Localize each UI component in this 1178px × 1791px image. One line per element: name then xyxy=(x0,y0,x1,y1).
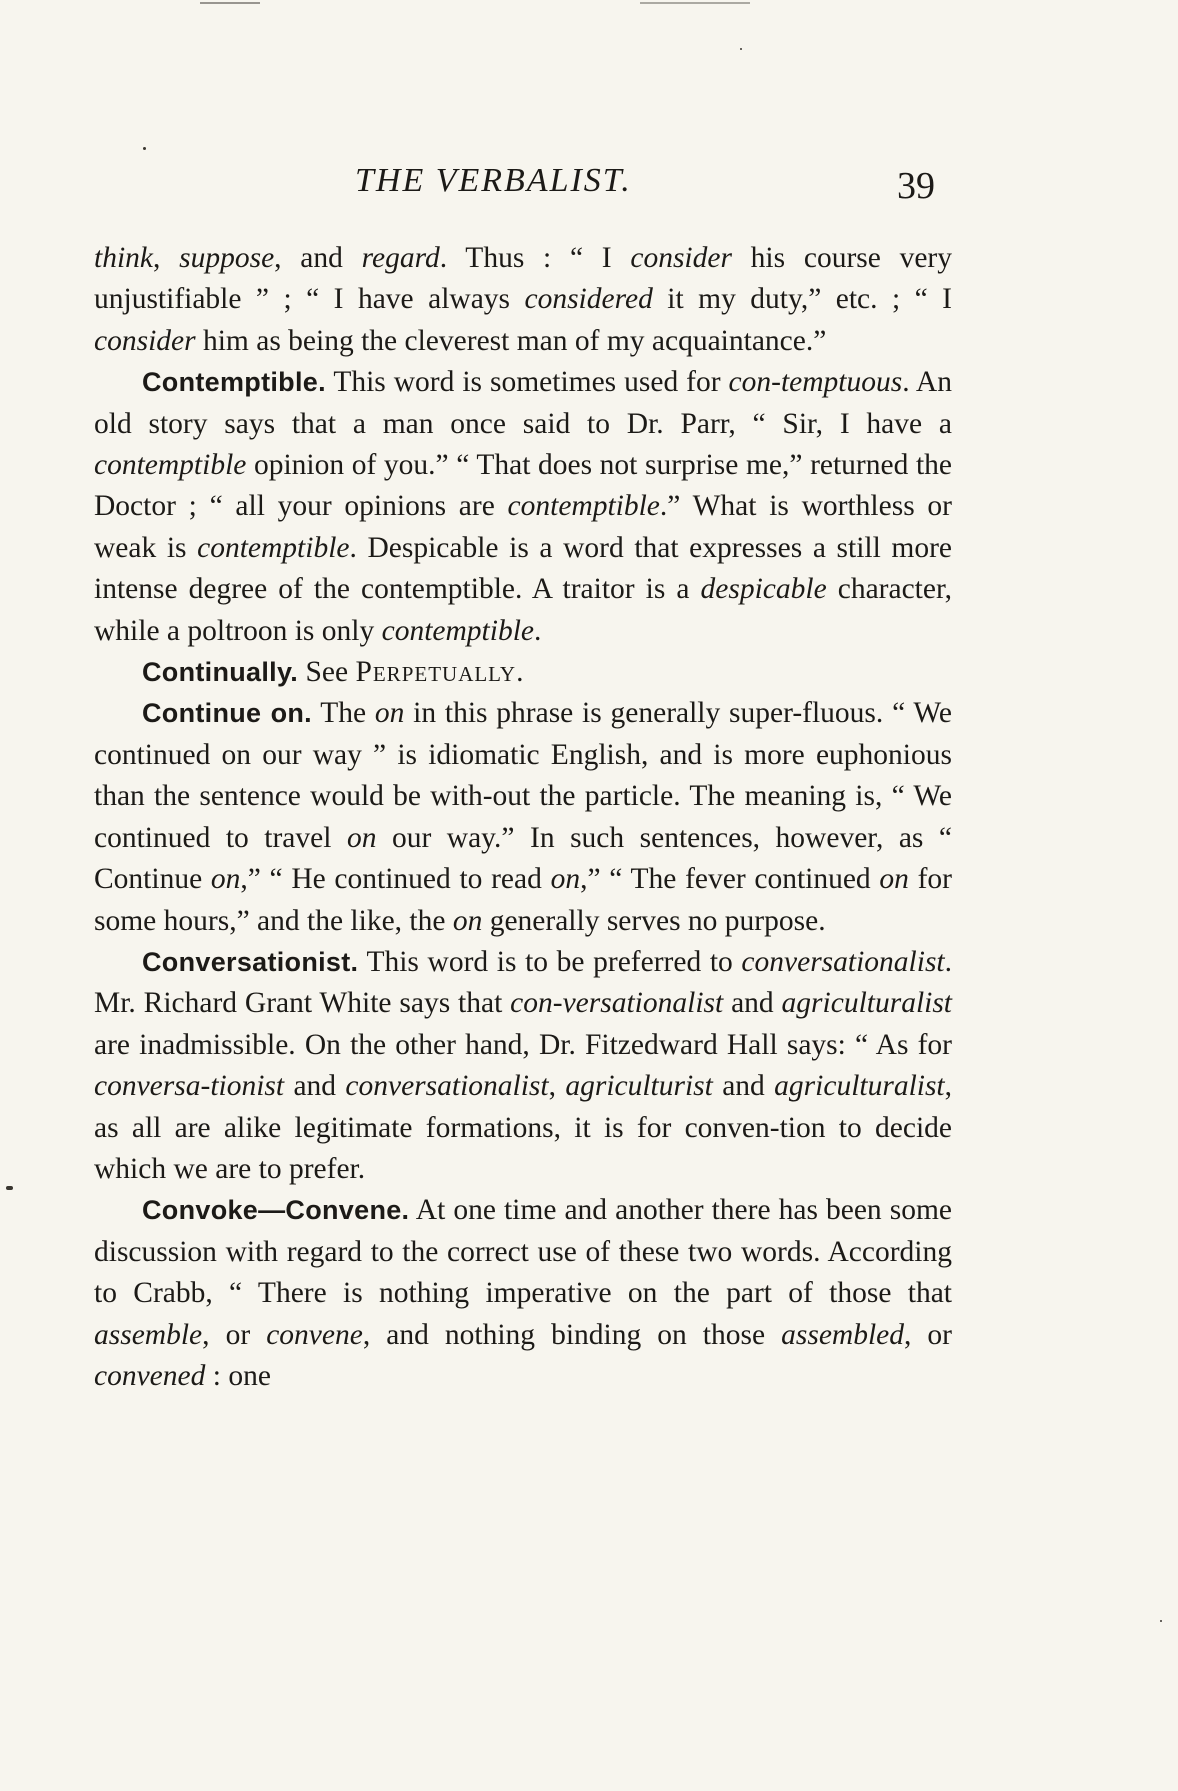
italic-term: on xyxy=(879,863,909,896)
text-run: . Thus : “ I xyxy=(439,242,631,274)
text-run: our way.” In such sentences, however, as “ Continue xyxy=(94,821,952,896)
text-run: : one xyxy=(205,1359,271,1392)
italic-term: think xyxy=(94,242,153,274)
text-run: .” What is worthless or weak is xyxy=(94,490,952,564)
italic-term: agriculturalist xyxy=(774,1070,945,1103)
italic-term: despicable xyxy=(700,573,827,606)
page-number: 39 xyxy=(897,165,935,207)
scan-speck xyxy=(740,48,742,50)
text-run: for some hours,” and the like, the xyxy=(94,863,952,937)
text-run: him as being the cleverest man of my acquaintance.” xyxy=(195,324,827,357)
text-run: , xyxy=(153,242,180,274)
text-run: ,” “ He continued to read xyxy=(240,863,551,896)
italic-term: consider xyxy=(94,324,196,357)
entry-continually xyxy=(94,652,952,693)
body-text xyxy=(94,238,952,1397)
text-run: . xyxy=(533,614,542,647)
italic-term: consider xyxy=(630,242,732,274)
italic-term: on xyxy=(550,863,581,896)
paragraph-consider-continued xyxy=(94,238,952,362)
italic-term: contemptible xyxy=(507,490,660,523)
entry-convoke-convene xyxy=(94,1190,952,1397)
running-title: THE VERBALIST. xyxy=(355,162,632,199)
text-run: . Despicable is a word that expresses a still more intense degree of the contemptible. A traitor is a xyxy=(94,531,952,606)
text-run: This word is sometimes used for xyxy=(325,366,729,399)
text-run: , as all are alike legitimate formations, it is for conven-tion to decide which we are to prefer. xyxy=(94,1070,953,1185)
italic-term: contemptible xyxy=(197,531,350,564)
text-run: and xyxy=(284,1070,346,1103)
italic-term: assemble xyxy=(94,1318,203,1351)
italic-term: on xyxy=(210,863,241,896)
italic-term: suppose xyxy=(179,242,275,274)
text-run: , or xyxy=(904,1318,953,1351)
italic-term: on xyxy=(374,697,405,730)
italic-term: on xyxy=(346,821,377,854)
scan-speck xyxy=(200,2,260,4)
italic-term: regard xyxy=(361,242,440,274)
scan-speck xyxy=(6,1186,13,1190)
italic-term: on xyxy=(452,904,483,937)
headword: Continue on. xyxy=(142,698,312,729)
headword: Conversationist. xyxy=(142,946,359,977)
text-run: it my duty,” etc. ; “ I xyxy=(652,283,952,316)
italic-term: conversationalist xyxy=(345,1070,549,1103)
text-run: and xyxy=(712,1070,775,1103)
cross-reference: Perpetually xyxy=(355,656,517,689)
text-run: This word is to be preferred to xyxy=(358,945,742,978)
text-run: opinion of you.” “ That does not surprise me,” returned the Doctor ; “ all your opinions are xyxy=(94,449,952,523)
text-run: are inadmissible. On the other hand, Dr. Fitzedward Hall says: “ As for xyxy=(94,1028,952,1061)
headword: Continually. xyxy=(142,657,299,688)
italic-term: con-temptuous xyxy=(728,366,903,399)
italic-term: convened xyxy=(94,1359,206,1392)
italic-term: assembled xyxy=(781,1318,905,1351)
text-run: ,” “ The fever continued xyxy=(580,863,880,896)
text-run: in this phrase is generally super-fluous. “ We continued on our way ” is idiomatic English, and is more euphonious than the sentence would be with-out the particle. The meaning is, “ We continued to travel xyxy=(94,697,952,854)
text-run: and xyxy=(723,987,782,1020)
headword: Contemptible. xyxy=(142,367,326,398)
running-head xyxy=(0,162,1178,212)
italic-term: conversa-tionist xyxy=(94,1070,285,1103)
scan-speck xyxy=(640,2,750,4)
entry-contemptible xyxy=(94,362,952,652)
text-run: his course very unjustifiable ” ; “ I have always xyxy=(94,242,952,316)
text-run: , and nothing binding on those xyxy=(362,1318,782,1351)
italic-term: contemptible xyxy=(94,449,247,482)
text-run: , and xyxy=(274,242,362,274)
headword: Convoke—Convene. xyxy=(142,1195,410,1226)
text-run: See xyxy=(298,656,356,689)
text-run: , or xyxy=(202,1318,267,1351)
scan-speck xyxy=(143,147,146,150)
text-run: At one time and another there has been some discussion with regard to the correct use of these two words. According to Crabb, “ There is nothing imperative on the part of those that xyxy=(94,1194,952,1310)
italic-term: conversationalist xyxy=(741,945,945,978)
italic-term: con-versationalist xyxy=(510,987,724,1020)
text-run: . Mr. Richard Grant White says that xyxy=(94,945,952,1020)
text-run: generally serves no purpose. xyxy=(482,904,826,937)
entry-continue-on xyxy=(94,693,952,941)
italic-term: agriculturist xyxy=(565,1070,713,1103)
text-run: . xyxy=(516,656,524,689)
text-run: , xyxy=(548,1070,566,1103)
entry-conversationist xyxy=(94,942,952,1190)
italic-term: contemptible xyxy=(381,614,534,647)
italic-term: convene xyxy=(266,1318,363,1351)
text-run: character, while a poltroon is only xyxy=(94,573,952,647)
text-run: The xyxy=(311,697,375,730)
italic-term: considered xyxy=(524,283,653,316)
italic-term: agriculturalist xyxy=(781,987,953,1020)
scan-speck xyxy=(1160,1620,1162,1622)
text-run: . An old story says that a man once said to Dr. Parr, “ Sir, I have a xyxy=(94,366,952,440)
